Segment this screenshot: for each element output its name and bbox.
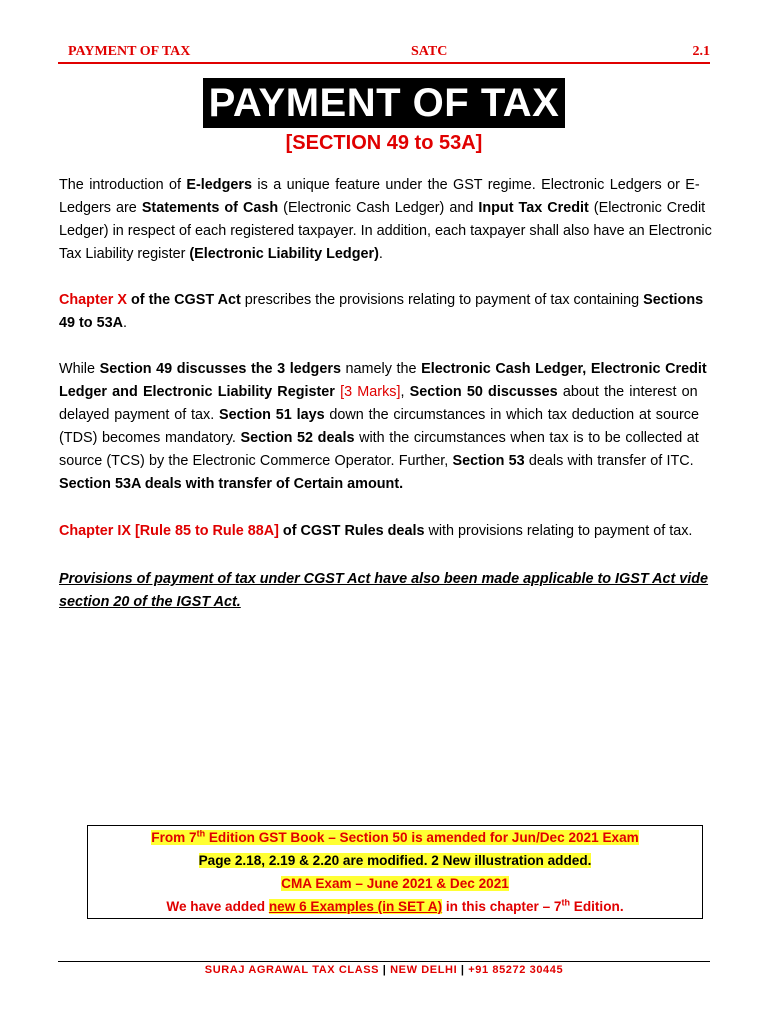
notice-line xyxy=(88,872,702,895)
text-line xyxy=(59,197,710,220)
text-run: New illustration added. xyxy=(438,853,592,868)
text-run: down the circumstances in which tax deduction at source xyxy=(324,407,699,423)
bold-italic-underlined-run: section 20 of the IGST Act. xyxy=(59,594,241,610)
text-run: prescribes the provisions relating to payment of tax containing xyxy=(240,292,644,308)
bold-run: 49 to 53A xyxy=(59,315,123,331)
footer-org: SURAJ AGRAWAL TAX CLASS xyxy=(204,964,380,976)
intro-paragraph xyxy=(59,174,710,266)
text-line xyxy=(59,591,710,614)
text-run: . xyxy=(378,246,383,262)
notice-line xyxy=(88,895,702,918)
text-run: delayed payment of tax. xyxy=(59,407,219,423)
sections-paragraph xyxy=(59,358,710,496)
text-run: deals with transfer of ITC. xyxy=(524,453,694,469)
red-run: [3 Marks] xyxy=(334,384,401,400)
bold-run: (Electronic Liability Ledger) xyxy=(189,246,379,262)
superscript: th xyxy=(561,897,570,908)
text-run: Page 2.18, 2.19 & 2.20 are modified. 2 xyxy=(198,853,439,868)
text-line xyxy=(59,289,710,312)
igst-note-paragraph xyxy=(59,568,710,614)
text-line xyxy=(59,450,710,473)
bold-run: Section 53 xyxy=(452,453,525,469)
edition-notice-box xyxy=(87,825,703,919)
footer-separator: | xyxy=(460,964,465,976)
text-run: Edition. xyxy=(569,899,624,914)
notice-line xyxy=(88,849,702,872)
header-chapter-title: PAYMENT OF TAX xyxy=(68,44,191,59)
footer-separator: | xyxy=(382,964,387,976)
header-brand: SATC xyxy=(411,44,448,59)
text-run: Tax Liability register xyxy=(59,246,190,262)
text-run: From 7 xyxy=(151,830,197,845)
bold-run: Ledger and Electronic Liability Register xyxy=(59,384,335,400)
text-line xyxy=(59,473,710,496)
text-run: The introduction of xyxy=(59,177,187,193)
text-run: Ledgers are xyxy=(59,200,142,216)
highlight-run xyxy=(151,830,638,845)
text-run: source (TCS) by the Electronic Commerce Operator. Further, xyxy=(59,453,453,469)
bold-run: E-ledgers xyxy=(186,177,252,193)
text-line xyxy=(59,243,710,266)
text-line xyxy=(59,520,710,543)
text-line xyxy=(59,404,710,427)
bold-run: Section 50 discusses xyxy=(409,384,558,400)
text-run: with provisions relating to payment of tax. xyxy=(424,523,693,539)
text-run: While xyxy=(59,361,100,377)
text-run: . xyxy=(123,315,127,331)
red-bold-run: Chapter X xyxy=(59,292,127,308)
footer-divider xyxy=(58,961,710,962)
bold-run: Statements of Cash xyxy=(141,200,279,216)
notice-line xyxy=(88,826,702,849)
text-run: (Electronic Cash Ledger) and xyxy=(278,200,479,216)
running-header xyxy=(58,42,710,64)
bold-run: Section 49 discusses the 3 ledgers xyxy=(99,361,341,377)
highlight-run xyxy=(199,853,592,868)
text-line xyxy=(59,358,710,381)
text-run: (Electronic Credit xyxy=(588,200,706,216)
bold-run: Section 51 lays xyxy=(219,407,325,423)
bold-italic-underlined-run: Provisions of payment of tax under CGST Act have also been made applicable to IGST Act vide xyxy=(59,571,709,587)
title-block xyxy=(0,78,768,128)
text-line xyxy=(59,174,710,197)
text-run: with the circumstances when tax is to be collected at xyxy=(354,430,699,446)
text-run: Section 50 is amended for Jun/Dec 2021 Exam xyxy=(335,830,639,845)
bold-run: Section 53A deals with transfer of Certain amount. xyxy=(59,476,404,492)
chapter-paragraph xyxy=(59,289,710,335)
text-line xyxy=(59,427,710,450)
highlight-run: new 6 Examples (in SET A) xyxy=(268,899,443,914)
superscript: th xyxy=(196,828,206,839)
running-footer xyxy=(0,964,768,976)
bold-run: of the CGST Act xyxy=(126,292,241,308)
text-run: (TDS) becomes mandatory. xyxy=(59,430,241,446)
bold-run: Input Tax Credit xyxy=(478,200,589,216)
red-bold-run: Chapter IX [Rule 85 to Rule 88A] xyxy=(59,523,279,539)
text-run: – xyxy=(328,830,336,845)
bold-run: Sections xyxy=(643,292,704,308)
text-line: Ledger) in respect of each registered taxpayer. In addition, each taxpayer shall also have an Electronic xyxy=(59,223,712,239)
rules-paragraph xyxy=(59,520,710,543)
text-run: is a unique feature under the GST regime. Electronic Ledgers or E- xyxy=(252,177,700,193)
text-run: We have added xyxy=(166,899,269,914)
text-run: namely the xyxy=(340,361,422,377)
footer-phone: +91 85272 30445 xyxy=(468,964,564,976)
page-title: PAYMENT OF TAX xyxy=(203,78,566,128)
footer-city: NEW DELHI xyxy=(390,964,458,976)
text-run: , xyxy=(400,384,410,400)
highlight-run: CMA Exam – June 2021 & Dec 2021 xyxy=(281,876,509,891)
text-line xyxy=(59,568,710,591)
text-run: Edition GST Book xyxy=(205,830,329,845)
text-line xyxy=(59,312,710,335)
bold-run: of CGST Rules deals xyxy=(278,523,425,539)
bold-run: Electronic Cash Ledger, Electronic Credit xyxy=(421,361,707,377)
text-run: in this chapter – 7 xyxy=(442,899,562,914)
bold-run: Section 52 deals xyxy=(240,430,355,446)
header-page-number: 2.1 xyxy=(692,44,710,59)
page-subtitle: [SECTION 49 to 53A] xyxy=(285,132,483,154)
text-line xyxy=(59,381,710,404)
text-run: about the interest on xyxy=(557,384,698,400)
